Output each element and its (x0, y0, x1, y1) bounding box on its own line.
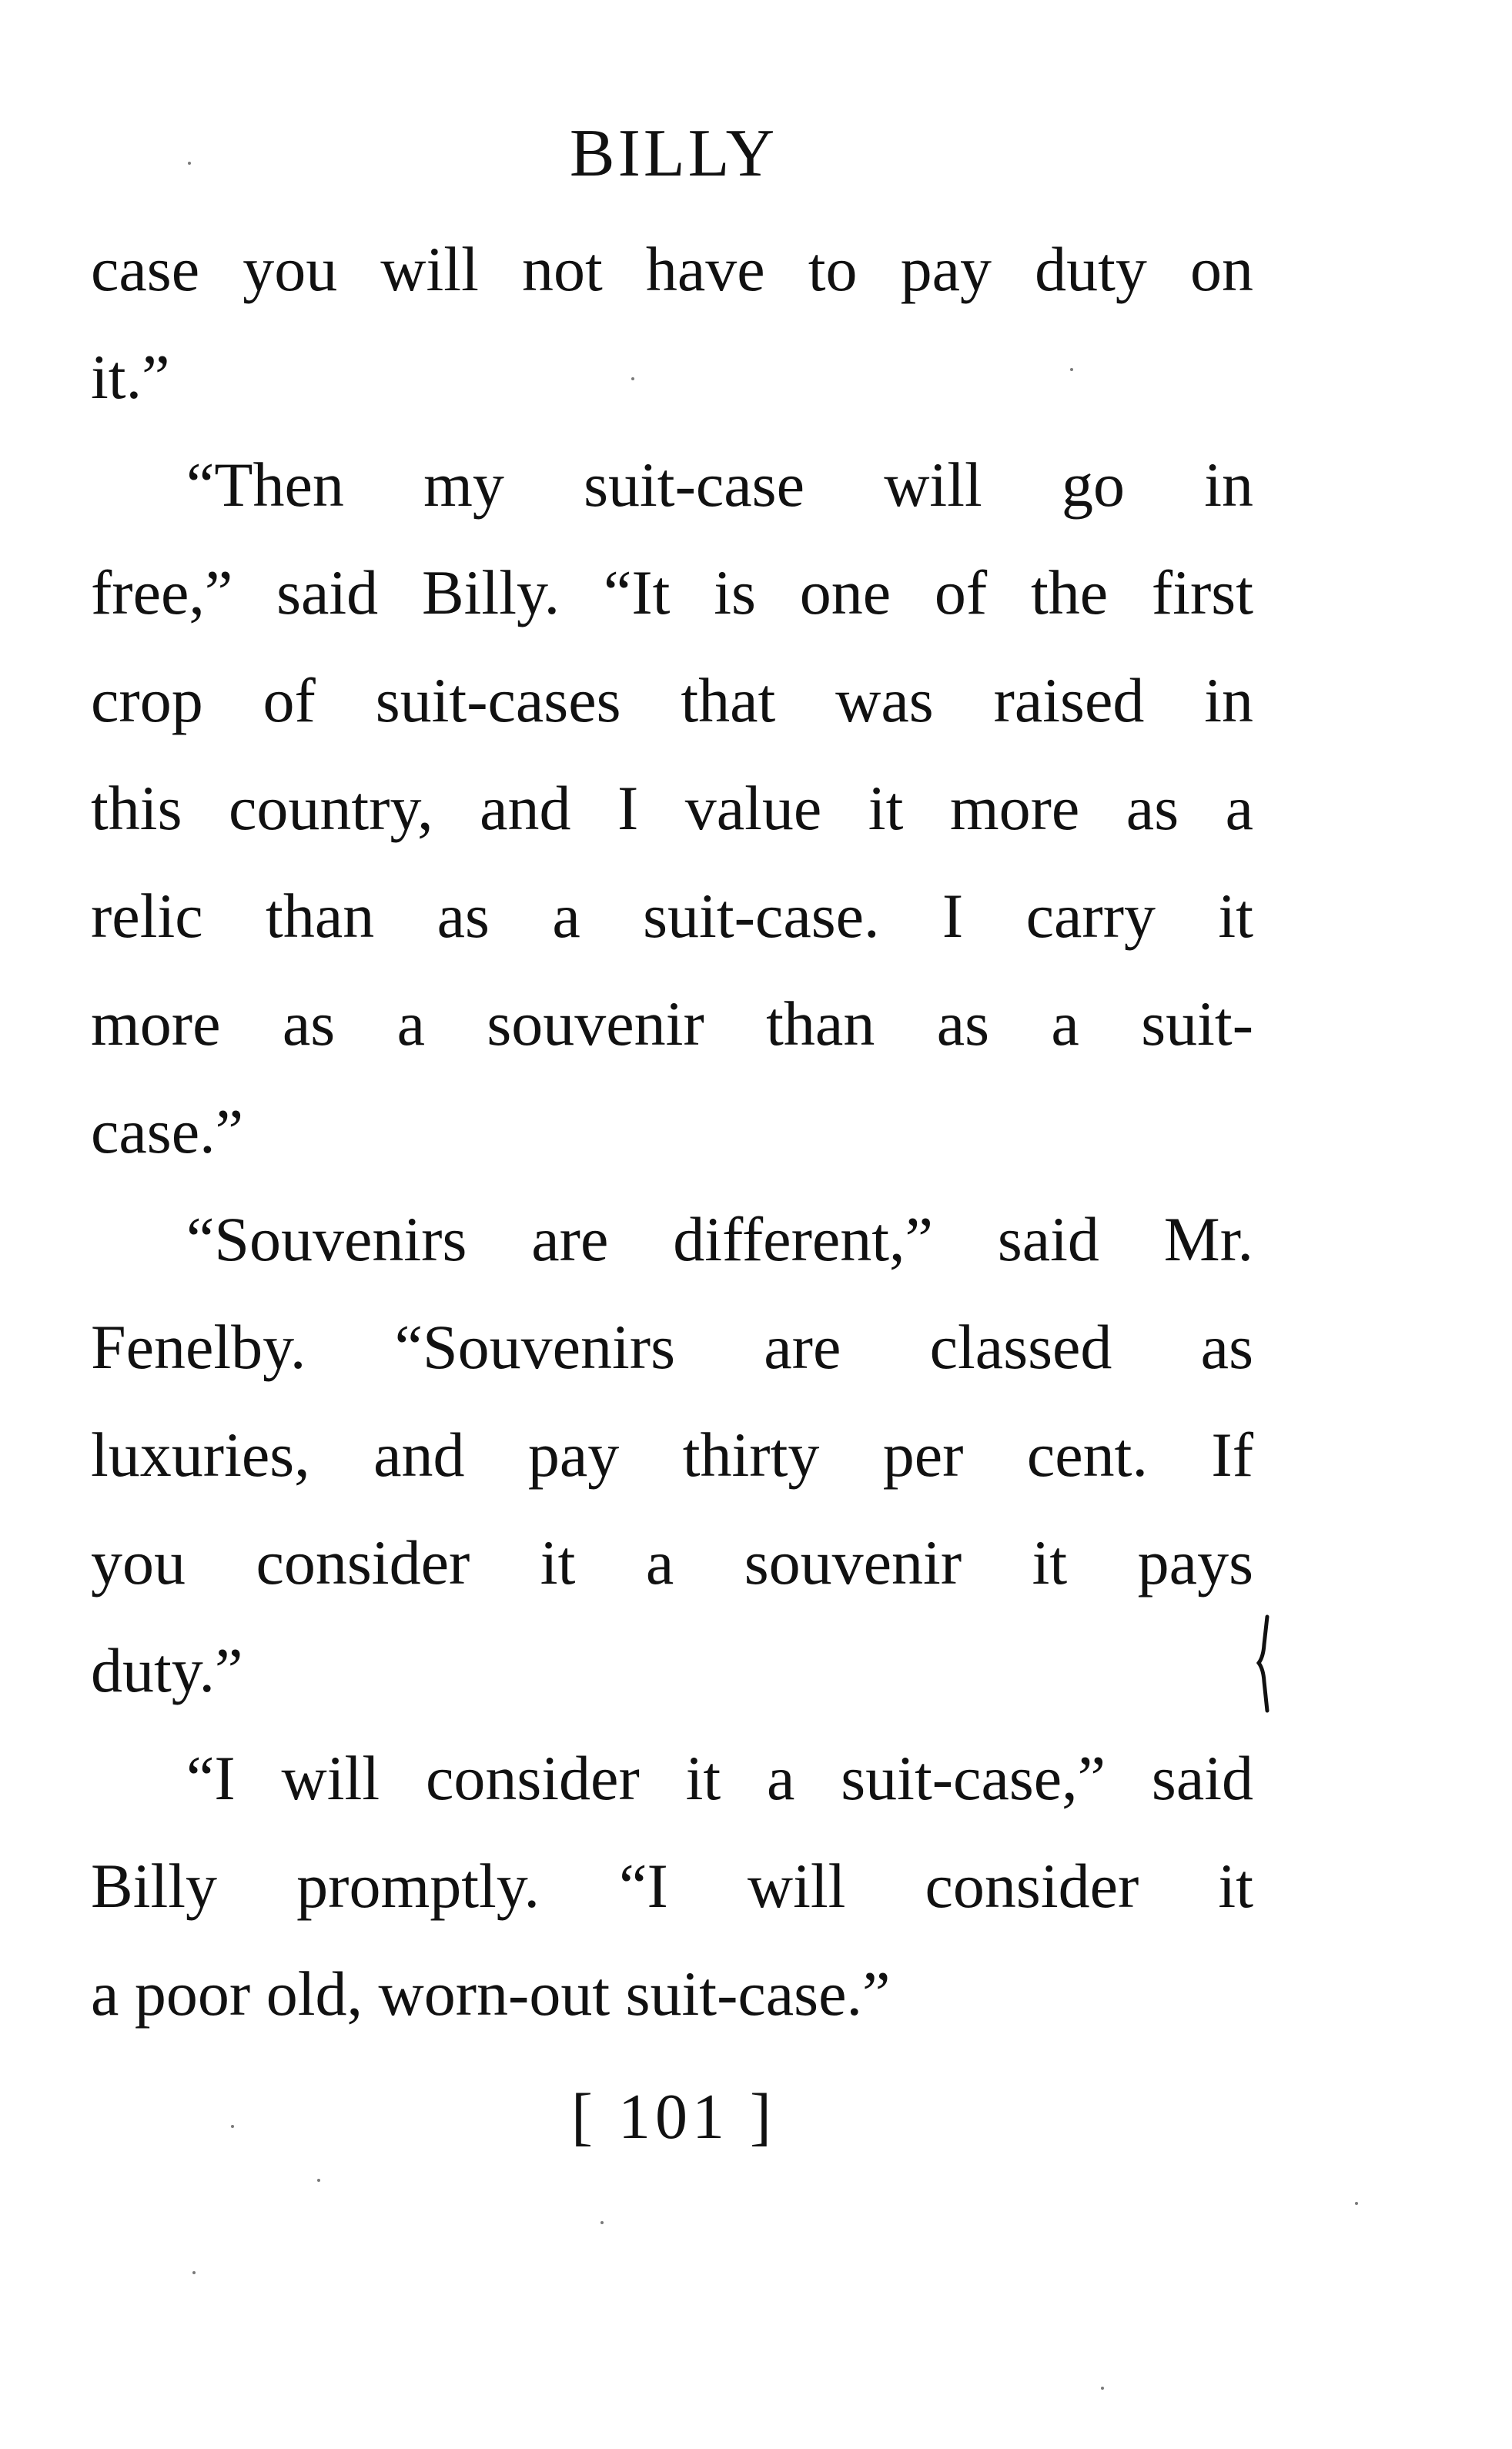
scan-speck (631, 377, 634, 380)
text-line-13: you consider it a souvenir it pays (91, 1527, 1253, 1598)
text-line-17: a poor old, worn-out suit-case.” (91, 1959, 891, 2029)
text-line-3: “Then my suit-case will go in (186, 450, 1253, 520)
text-line-16: Billy promptly. “I will consider it (91, 1851, 1253, 1921)
scan-speck (1070, 368, 1073, 371)
text-line-15: “I will consider it a suit-case,” said (186, 1743, 1253, 1813)
scan-speck (317, 2179, 320, 2182)
text-line-1: case you will not have to pay duty on (91, 234, 1253, 304)
scan-speck (231, 2125, 234, 2128)
text-line-11: Fenelby. “Souvenirs are classed as (91, 1312, 1253, 1382)
text-line-12: luxuries, and pay thirty per cent. If (91, 1420, 1253, 1490)
page-number: [ 101 ] (571, 2081, 776, 2153)
text-line-2: it.” (91, 342, 170, 412)
scan-speck (600, 2221, 604, 2224)
text-line-10: “Souvenirs are different,” said Mr. (186, 1204, 1253, 1274)
text-line-9: case.” (91, 1096, 243, 1166)
text-line-4: free,” said Billy. “It is one of the first (91, 557, 1253, 627)
scan-speck (188, 162, 191, 165)
scan-speck (1355, 2202, 1358, 2205)
running-head: BILLY (569, 116, 778, 191)
text-line-5: crop of suit-cases that was raised in (91, 665, 1253, 735)
scan-speck (192, 2271, 196, 2274)
scan-speck (1101, 2387, 1104, 2390)
text-line-7: relic than as a suit-case. I carry it (91, 881, 1253, 951)
text-line-14: duty.” (91, 1635, 243, 1705)
text-line-8: more as a souvenir than as a suit- (91, 989, 1253, 1059)
margin-brace-mark (1256, 1614, 1275, 1714)
text-line-6: this country, and I value it more as a (91, 773, 1253, 843)
